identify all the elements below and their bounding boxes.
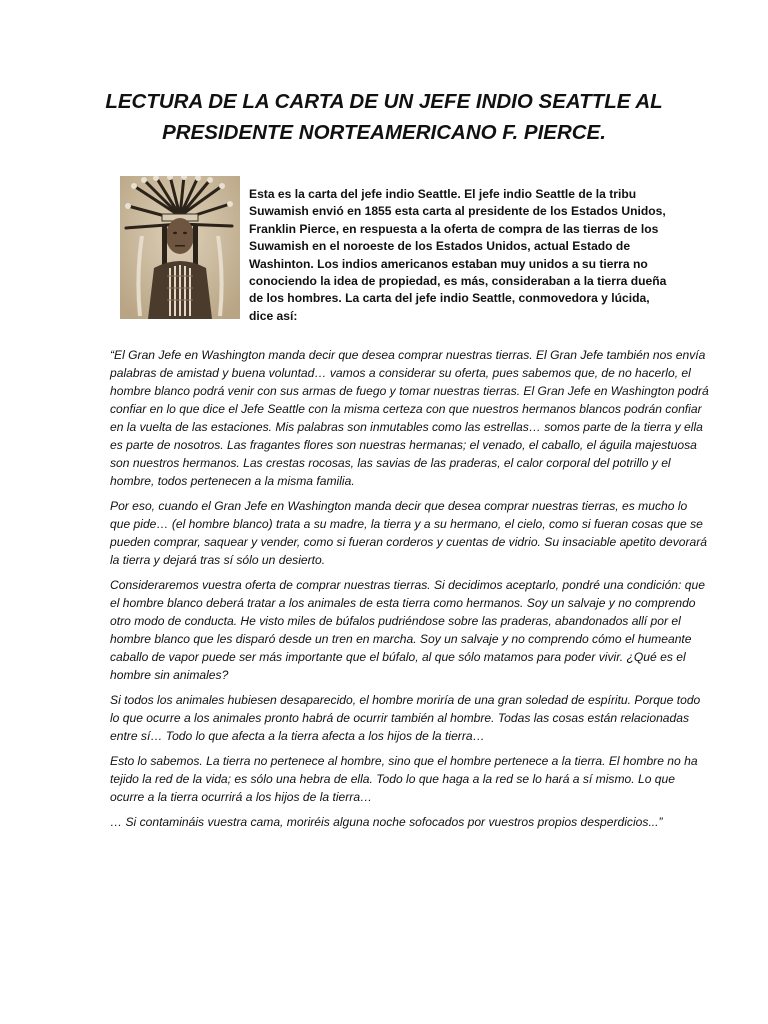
letter-paragraph: Si todos los animales hubiesen desaparecido, el hombre moriría de una gran soledad de espíritu. Porque todo lo que ocurre a los animales pronto habrá de ocurrir también al hombre. Todas las cosas están relacionadas entre sí… Todo lo que afecta a la tierra afecta a los hijos de la tierra…	[110, 693, 701, 743]
letter-body	[110, 346, 710, 838]
intro-paragraph: Esta es la carta del jefe indio Seattle. El jefe indio Seattle de la tribu Suwamish envió en 1855 esta carta al presidente de los Estados Unidos, Franklin Pierce, en respuesta a la oferta de compra de las tierras de los Suwamish en el noroeste de los Estados Unidos, actual Estado de Washinton. Los indios americanos estaban muy unidos a su tierra no conociendo la idea de propiedad, es más, consideraban a la tierra dueña de los hombres. La carta del jefe indio Seattle, conmovedora y lúcida, dice así:	[249, 187, 667, 323]
letter-paragraph: Esto lo sabemos. La tierra no pertenece al hombre, sino que el hombre pertenece a la tierra. El hombre no ha tejido la red de la vida; es sólo una hebra de ella. Todo lo que haga a la red se lo hará a sí mismo. Lo que ocurre a la tierra ocurrirá a los hijos de la tierra…	[110, 754, 698, 804]
chief-portrait-photo	[120, 176, 240, 319]
letter-paragraph: Por eso, cuando el Gran Jefe en Washington manda decir que desea comprar nuestras tierras, es mucho lo que pide… (el hombre blanco) trata a su madre, la tierra y a su hermano, el cielo, como si fueran cosas que se pueden comprar, saquear y vender, como si fueran corderos y cuentas de vidrio. Su insaciable apetito devorará la tierra y dejará tras sí sólo un desierto.	[110, 499, 707, 567]
letter-paragraph: … Si contamináis vuestra cama, moriréis alguna noche sofocados por vuestros propios desperdicios...”	[110, 815, 663, 829]
document-title: LECTURA DE LA CARTA DE UN JEFE INDIO SEATTLE AL PRESIDENTE NORTEAMERICANO F. PIERCE.	[105, 90, 663, 144]
letter-paragraph: “El Gran Jefe en Washington manda decir que desea comprar nuestras tierras. El Gran Jefe también nos envía palabras de amistad y buena voluntad… vamos a considerar su oferta, pues sabemos que, de no hacerlo, el hombre blanco podrá venir con sus armas de fuego y tomar nuestras tierras. El Gran Jefe en Washington podrá confiar en lo que dice el Jefe Seattle con la misma certeza con que nuestros hermanos blancos podrán confiar en la vuelta de las estaciones. Mis palabras son inmutables como las estrellas… somos parte de la tierra y ella es parte de nosotros. Las fragantes flores son nuestras hermanas; el venado, el caballo, el águila majestuosa son nuestros hermanos. Las crestas rocosas, las savias de las praderas, el calor corporal del potrillo y el hombre, todos pertenecen a la misma familia.	[110, 348, 709, 488]
letter-paragraph: Consideraremos vuestra oferta de comprar nuestras tierras. Si decidimos aceptarlo, pondré una condición: que el hombre blanco deberá tratar a los animales de esta tierra como hermanos. Soy un salvaje y no comprendo otro modo de conducta. He visto miles de búfalos pudriéndose sobre las praderas, abandonados allí por el hombre blanco que les disparó desde un tren en marcha. Soy un salvaje y no comprendo cómo el humeante caballo de vapor puede ser más importante que el búfalo, al que sólo matamos para poder vivir. ¿Qué es el hombre sin animales?	[110, 578, 705, 682]
